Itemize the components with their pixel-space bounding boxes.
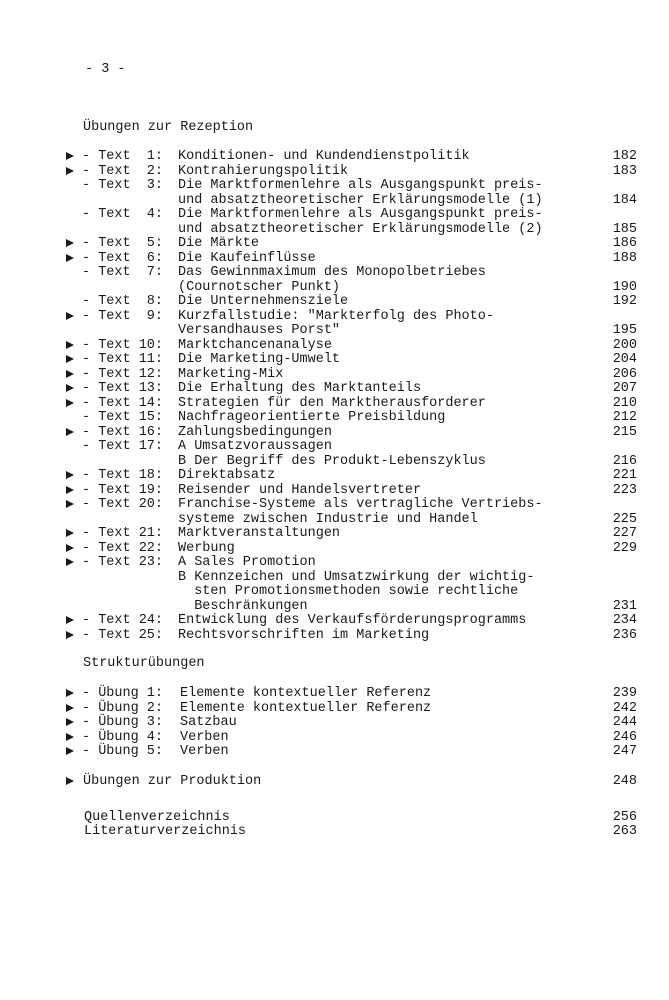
toc-line: [0, 338, 669, 353]
appendix-title: Literaturverzeichnis: [84, 824, 247, 839]
page-ref: 225: [612, 511, 637, 527]
entry-title: Die Marktformenlehre als Ausgangspunkt preis-: [178, 207, 543, 222]
arrow-marker-icon: [66, 370, 74, 378]
entry-number: - Text 7:: [82, 265, 164, 280]
entry-number: - Text 19:: [82, 482, 164, 498]
entry-number: - Text 14:: [82, 395, 164, 411]
toc-line: [0, 178, 669, 193]
entry-title: Rechtsvorschriften im Marketing: [178, 627, 430, 643]
entry-title: Die Erhaltung des Marktanteils: [178, 381, 422, 396]
arrow-marker-icon: [66, 312, 74, 320]
arrow-marker-icon: [66, 254, 74, 262]
entry-number: - Text 23:: [82, 555, 164, 570]
entry-title: Direktabsatz: [178, 468, 276, 483]
toc-line: [0, 280, 669, 295]
entry-number: - Übung 2:: [82, 700, 164, 716]
toc-line: [0, 526, 669, 541]
section-produktion: [0, 774, 669, 789]
entry-title: Beschränkungen: [178, 598, 308, 614]
entry-title: Elemente kontextueller Referenz: [180, 700, 432, 716]
entry-number: - Text 10:: [82, 337, 164, 353]
entry-title: Konditionen- und Kundendienstpolitik: [178, 149, 470, 164]
page-ref: 256: [612, 809, 637, 825]
entry-title: Strategien für den Marktherausforderer: [178, 395, 486, 411]
entry-title: Entwicklung des Verkaufsförderungsprogramms: [178, 613, 527, 628]
entry-title: Franchise-Systeme als vertragliche Vertriebs-: [178, 497, 543, 512]
toc-line: [0, 730, 669, 745]
entry-number: - Text 21:: [82, 526, 164, 541]
toc-line: [0, 613, 669, 628]
toc-line: [0, 294, 669, 309]
page-ref: 246: [612, 729, 637, 745]
entry-number: - Text 9:: [82, 308, 164, 324]
entry-number: - Text 11:: [82, 352, 164, 367]
arrow-marker-icon: [66, 718, 74, 726]
toc-line: [0, 584, 669, 599]
entry-number: - Übung 3:: [82, 715, 164, 730]
arrow-marker-icon: [66, 167, 74, 175]
page-ref: 223: [612, 482, 637, 498]
page-ref: 183: [612, 163, 637, 179]
arrow-marker-icon: [66, 631, 74, 639]
entry-title: A Sales Promotion: [178, 555, 316, 570]
toc-line: [0, 309, 669, 324]
toc-line: [0, 149, 669, 164]
page-ref: 207: [612, 381, 637, 396]
entry-title: sten Promotionsmethoden sowie rechtliche: [178, 584, 519, 599]
page-ref: 184: [612, 192, 637, 208]
entry-number: - Text 6:: [82, 250, 164, 266]
entry-number: - Text 1:: [82, 149, 164, 164]
arrow-marker-icon: [66, 558, 74, 566]
entry-title: Die Märkte: [178, 236, 260, 251]
entry-title: Die Unternehmensziele: [178, 294, 349, 309]
entry-title: Marktveranstaltungen: [178, 526, 341, 541]
toc-line: [0, 555, 669, 570]
entry-title: Kontrahierungspolitik: [178, 163, 349, 179]
entry-number: - Text 17:: [82, 439, 164, 454]
arrow-marker-icon: [66, 341, 74, 349]
entry-title: und absatztheoretischer Erklärungsmodelle (1): [178, 192, 543, 208]
page-ref: 192: [612, 294, 637, 309]
entry-title: Verben: [180, 744, 229, 759]
toc-line: [0, 265, 669, 280]
page-ref: 215: [612, 424, 637, 440]
page-ref: 236: [612, 627, 637, 643]
page-ref: 200: [612, 337, 637, 353]
page-ref: 247: [612, 744, 637, 759]
entry-number: - Text 15:: [82, 410, 164, 425]
arrow-marker-icon: [66, 616, 74, 624]
toc-line: [0, 251, 669, 266]
arrow-marker-icon: [66, 152, 74, 160]
arrow-marker-icon: [66, 529, 74, 537]
entry-title: Kurzfallstudie: "Markterfolg des Photo-: [178, 308, 494, 324]
entry-title: Reisender und Handelsvertreter: [178, 482, 422, 498]
toc-line: [0, 541, 669, 556]
page-ref: 212: [612, 410, 637, 425]
page-ref: 239: [612, 686, 637, 701]
entry-title: Satzbau: [180, 715, 237, 730]
toc-line: [0, 570, 669, 585]
entry-number: - Übung 4:: [82, 729, 164, 745]
entry-number: - Text 12:: [82, 366, 164, 382]
entry-title: Werbung: [178, 540, 235, 556]
toc-line: [0, 686, 669, 701]
appendix-title: Quellenverzeichnis: [84, 809, 230, 825]
section-title-rezeption: Übungen zur Rezeption: [83, 120, 254, 135]
section-title-strukturuebungen: Strukturübungen: [83, 656, 205, 671]
entry-number: - Text 4:: [82, 207, 164, 222]
arrow-marker-icon: [66, 399, 74, 407]
page-ref: 242: [612, 700, 637, 716]
toc-line: [0, 824, 669, 839]
toc-line: [0, 599, 669, 614]
page-ref: 186: [612, 236, 637, 251]
toc-line: [0, 193, 669, 208]
arrow-marker-icon: [66, 689, 74, 697]
page-ref: 182: [612, 149, 637, 164]
toc-line: [0, 439, 669, 454]
toc-line: [0, 381, 669, 396]
entry-number: - Text 20:: [82, 497, 164, 512]
entry-title: Die Kaufeinflüsse: [178, 250, 316, 266]
toc-line: [0, 207, 669, 222]
page-ref: 248: [612, 773, 637, 789]
entry-number: - Text 24:: [82, 613, 164, 628]
page-ref: 204: [612, 352, 637, 367]
toc-line: [0, 512, 669, 527]
toc-line: [0, 410, 669, 425]
toc-line: [0, 222, 669, 237]
arrow-marker-icon: [66, 471, 74, 479]
toc-line: [0, 164, 669, 179]
toc-line: [0, 425, 669, 440]
toc-line: [0, 715, 669, 730]
entry-title: Marktchancenanalyse: [178, 337, 332, 353]
entry-title: Die Marktformenlehre als Ausgangspunkt preis-: [178, 178, 543, 193]
page-ref: 263: [612, 824, 637, 839]
toc-line: [0, 701, 669, 716]
entry-title: Versandhauses Porst": [178, 323, 341, 338]
entry-number: - Text 22:: [82, 540, 164, 556]
entry-number: - Übung 5:: [82, 744, 164, 759]
arrow-marker-icon: [66, 733, 74, 741]
entry-number: - Text 2:: [82, 163, 164, 179]
toc-line: [0, 497, 669, 512]
arrow-marker-icon: [66, 777, 74, 785]
entry-number: - Text 25:: [82, 627, 164, 643]
page-ref: 234: [612, 613, 637, 628]
entry-title: Die Marketing-Umwelt: [178, 352, 341, 367]
page-ref: 195: [612, 323, 637, 338]
arrow-marker-icon: [66, 747, 74, 755]
entry-title: Verben: [180, 729, 229, 745]
toc-line: [0, 468, 669, 483]
entry-title: Das Gewinnmaximum des Monopolbetriebes: [178, 265, 486, 280]
page-number: - 3 -: [85, 62, 126, 77]
entry-title: B Kennzeichen und Umsatzwirkung der wichtig-: [178, 569, 535, 585]
page-ref: 188: [612, 250, 637, 266]
toc-line: [0, 236, 669, 251]
entry-number: - Text 16:: [82, 424, 164, 440]
entry-number: - Text 18:: [82, 468, 164, 483]
arrow-marker-icon: [66, 355, 74, 363]
entry-title: und absatztheoretischer Erklärungsmodelle (2): [178, 221, 543, 237]
entry-title: A Umsatzvoraussagen: [178, 439, 332, 454]
arrow-marker-icon: [66, 500, 74, 508]
entry-number: - Text 3:: [82, 178, 164, 193]
entry-number: - Text 8:: [82, 294, 164, 309]
page-ref: 185: [612, 221, 637, 237]
page-ref: 227: [612, 526, 637, 541]
entry-title: systeme zwischen Industrie und Handel: [178, 511, 478, 527]
entry-number: - Text 13:: [82, 381, 164, 396]
entry-title: (Cournotscher Punkt): [178, 279, 341, 295]
entry-title: Nachfrageorientierte Preisbildung: [178, 410, 446, 425]
arrow-marker-icon: [66, 239, 74, 247]
arrow-marker-icon: [66, 428, 74, 436]
entry-number: - Übung 1:: [82, 686, 164, 701]
entry-number: - Text 5:: [82, 236, 164, 251]
toc-line: [0, 454, 669, 469]
entry-title: Zahlungsbedingungen: [178, 424, 332, 440]
page-ref: 210: [612, 395, 637, 411]
page-ref: 216: [612, 453, 637, 469]
toc-line: [0, 323, 669, 338]
section-title-produktion: Übungen zur Produktion: [83, 773, 262, 789]
entry-title: Marketing-Mix: [178, 366, 284, 382]
arrow-marker-icon: [66, 486, 74, 494]
page-ref: 206: [612, 366, 637, 382]
arrow-marker-icon: [66, 384, 74, 392]
toc-line: [0, 396, 669, 411]
page-ref: 221: [612, 468, 637, 483]
entry-title: B Der Begriff des Produkt-Lebenszyklus: [178, 453, 486, 469]
toc-line: [0, 367, 669, 382]
page-ref: 190: [612, 279, 637, 295]
toc-line: [0, 810, 669, 825]
page-ref: 231: [612, 598, 637, 614]
toc-line: [0, 483, 669, 498]
entry-title: Elemente kontextueller Referenz: [180, 686, 432, 701]
toc-line: [0, 744, 669, 759]
arrow-marker-icon: [66, 704, 74, 712]
arrow-marker-icon: [66, 544, 74, 552]
page-ref: 244: [612, 715, 637, 730]
toc-line: [0, 352, 669, 367]
toc-line: [0, 628, 669, 643]
page-ref: 229: [612, 540, 637, 556]
